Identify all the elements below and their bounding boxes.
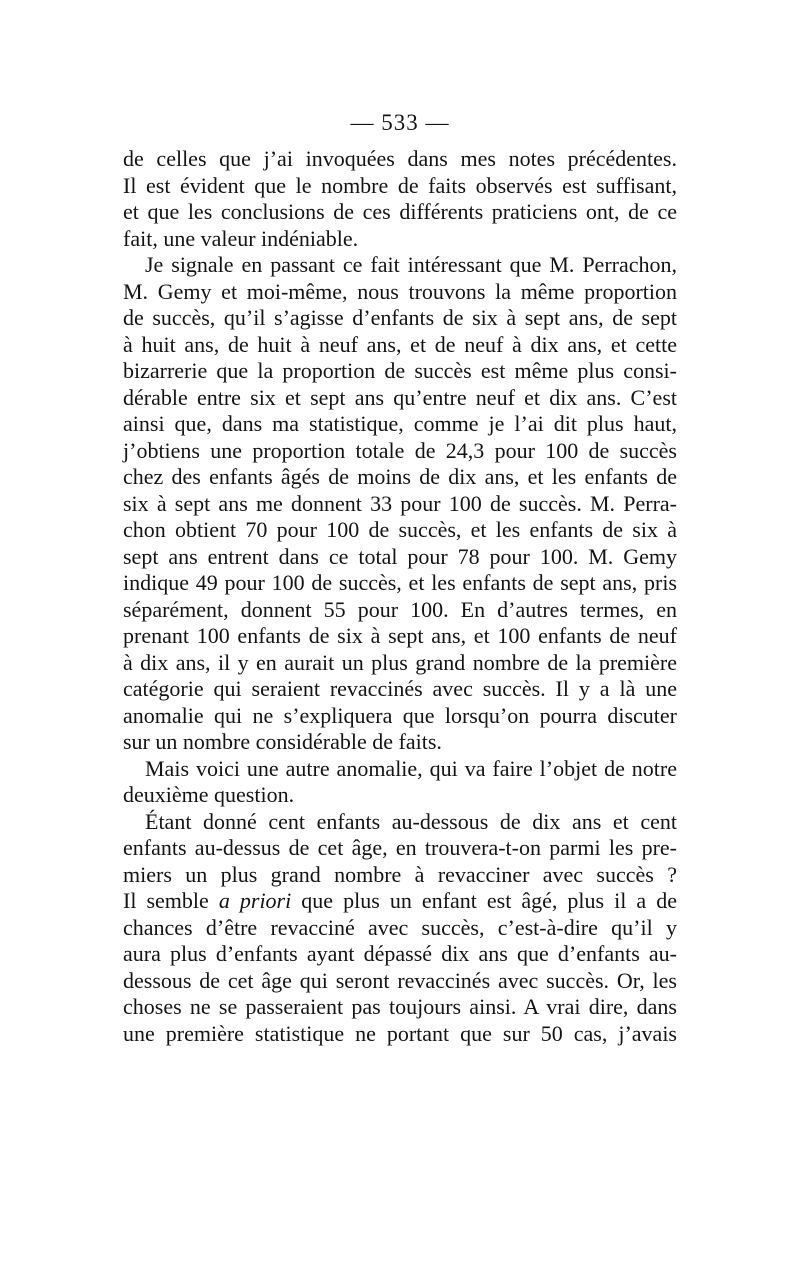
text-line: Je signale en passant ce fait intéressant que M. Perrachon, [145, 252, 677, 277]
text-line: à huit ans, de huit à neuf ans, et de neuf à dix ans, et cette [123, 331, 677, 357]
text-line: chon obtient 70 pour 100 de succès, et les enfants de six à [123, 517, 677, 542]
text-line: Mais voici une autre anomalie, qui va faire l’objet de notre [145, 755, 677, 781]
body-text [123, 146, 677, 1047]
text-line: séparément, donnent 55 pour 100. En d’autres termes, en [123, 596, 677, 622]
text-line: bizarrerie que la proportion de succès est même plus consi- [123, 358, 677, 383]
text-line: chez des enfants âgés de moins de dix ans, et les enfants de [123, 464, 677, 489]
page-number: — 533 — [350, 110, 450, 135]
text-line: une première statistique ne portant que sur 50 cas, j’avais [123, 1020, 677, 1046]
text-line: sur un nombre considérable de faits. [123, 729, 442, 754]
text-segment: que plus un enfant est âgé, plus il a de [291, 888, 677, 913]
text-line: dérable entre six et sept ans qu’entre neuf et dix ans. C’est [123, 384, 677, 410]
text-line: chances d’être revacciné avec succès, c’est-à-dire qu’il y [123, 914, 677, 940]
italic-phrase: a priori [218, 888, 292, 913]
text-line: à dix ans, il y en aurait un plus grand nombre de la première [123, 649, 677, 675]
text-line: indique 49 pour 100 de succès, et les enfants de sept ans, pris [123, 570, 677, 595]
text-line: de succès, qu’il s’agisse d’enfants de six à sept ans, de sept [123, 305, 677, 330]
text-line: aura plus d’enfants ayant dépassé dix ans que d’enfants au- [123, 941, 677, 966]
text-line: et que les conclusions de ces différents praticiens ont, de ce [123, 199, 677, 224]
text-line: j’obtiens une proportion totale de 24,3 pour 100 de succès [123, 437, 677, 463]
text-line: ainsi que, dans ma statistique, comme je l’ai dit plus haut, [123, 411, 677, 436]
text-line: deuxième question. [123, 782, 295, 807]
text-line: six à sept ans me donnent 33 pour 100 de succès. M. Perra- [123, 490, 677, 516]
text-line: miers un plus grand nombre à revacciner avec succès ? [123, 861, 677, 887]
text-line: de celles que j’ai invoquées dans mes notes précédentes. [123, 146, 677, 171]
text-line: dessous de cet âge qui seront revaccinés avec succès. Or, les [123, 967, 677, 993]
text-line: choses ne se passeraient pas toujours ainsi. A vrai dire, dans [123, 994, 677, 1019]
text-line: Étant donné cent enfants au-dessous de dix ans et cent [145, 808, 677, 834]
text-segment: Il semble [123, 888, 219, 913]
text-line: sept ans entrent dans ce total pour 78 pour 100. M. Gemy [123, 543, 677, 569]
text-line: fait, une valeur indéniable. [123, 225, 359, 251]
text-line: enfants au-dessus de cet âge, en trouvera-t-on parmi les pre- [123, 835, 677, 860]
text-line: anomalie qui ne s’expliquera que lorsqu’on pourra discuter [123, 702, 677, 728]
text-line: Il est évident que le nombre de faits observés est suffisant, [123, 172, 677, 198]
text-line [123, 888, 677, 915]
text-line: prenant 100 enfants de six à sept ans, et 100 enfants de neuf [123, 623, 677, 648]
text-line: M. Gemy et moi-même, nous trouvons la même proportion [123, 278, 677, 304]
text-line: catégorie qui seraient revaccinés avec succès. Il y a là une [123, 676, 677, 701]
